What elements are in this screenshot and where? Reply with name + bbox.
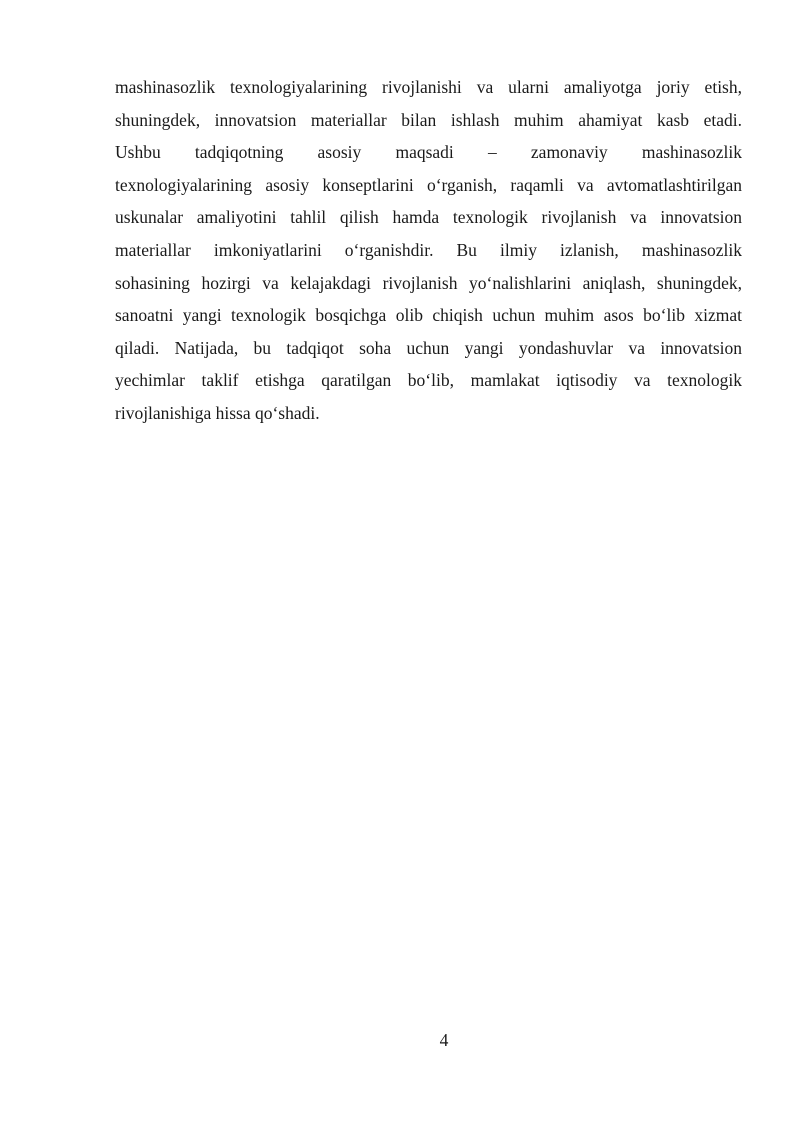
paragraph-line: Ushbu tadqiqotning asosiy maqsadi – zamonaviy mashinasozlik	[115, 142, 742, 163]
paragraph-line: sanoatni yangi texnologik bosqichga olib chiqish uchun muhim asos boʻlib xizmat	[115, 305, 742, 326]
paragraph-line: qiladi. Natijada, bu tadqiqot soha uchun yangi yondashuvlar va innovatsion	[115, 337, 742, 358]
paragraph-line: texnologiyalarining asosiy konseptlarini oʻrganish, raqamli va avtomatlashtirilgan	[115, 174, 742, 195]
paragraph-line: yechimlar taklif etishga qaratilgan boʻlib, mamlakat iqtisodiy va texnologik	[115, 370, 742, 391]
body-paragraph	[115, 71, 742, 430]
paragraph-line: materiallar imkoniyatlarini oʻrganishdir. Bu ilmiy izlanish, mashinasozlik	[115, 239, 742, 260]
paragraph-line: rivojlanishiga hissa qoʻshadi.	[115, 402, 320, 423]
page-number: 4	[439, 1030, 449, 1050]
paragraph-line: shuningdek, innovatsion materiallar bilan ishlash muhim ahamiyat kasb etadi.	[115, 109, 742, 130]
paragraph-line: sohasining hozirgi va kelajakdagi rivojlanish yoʻnalishlarini aniqlash, shuningdek,	[115, 272, 742, 293]
paragraph-line: mashinasozlik texnologiyalarining rivojlanishi va ularni amaliyotga joriy etish,	[115, 77, 742, 97]
paragraph-line: uskunalar amaliyotini tahlil qilish hamda texnologik rivojlanish va innovatsion	[115, 207, 742, 228]
